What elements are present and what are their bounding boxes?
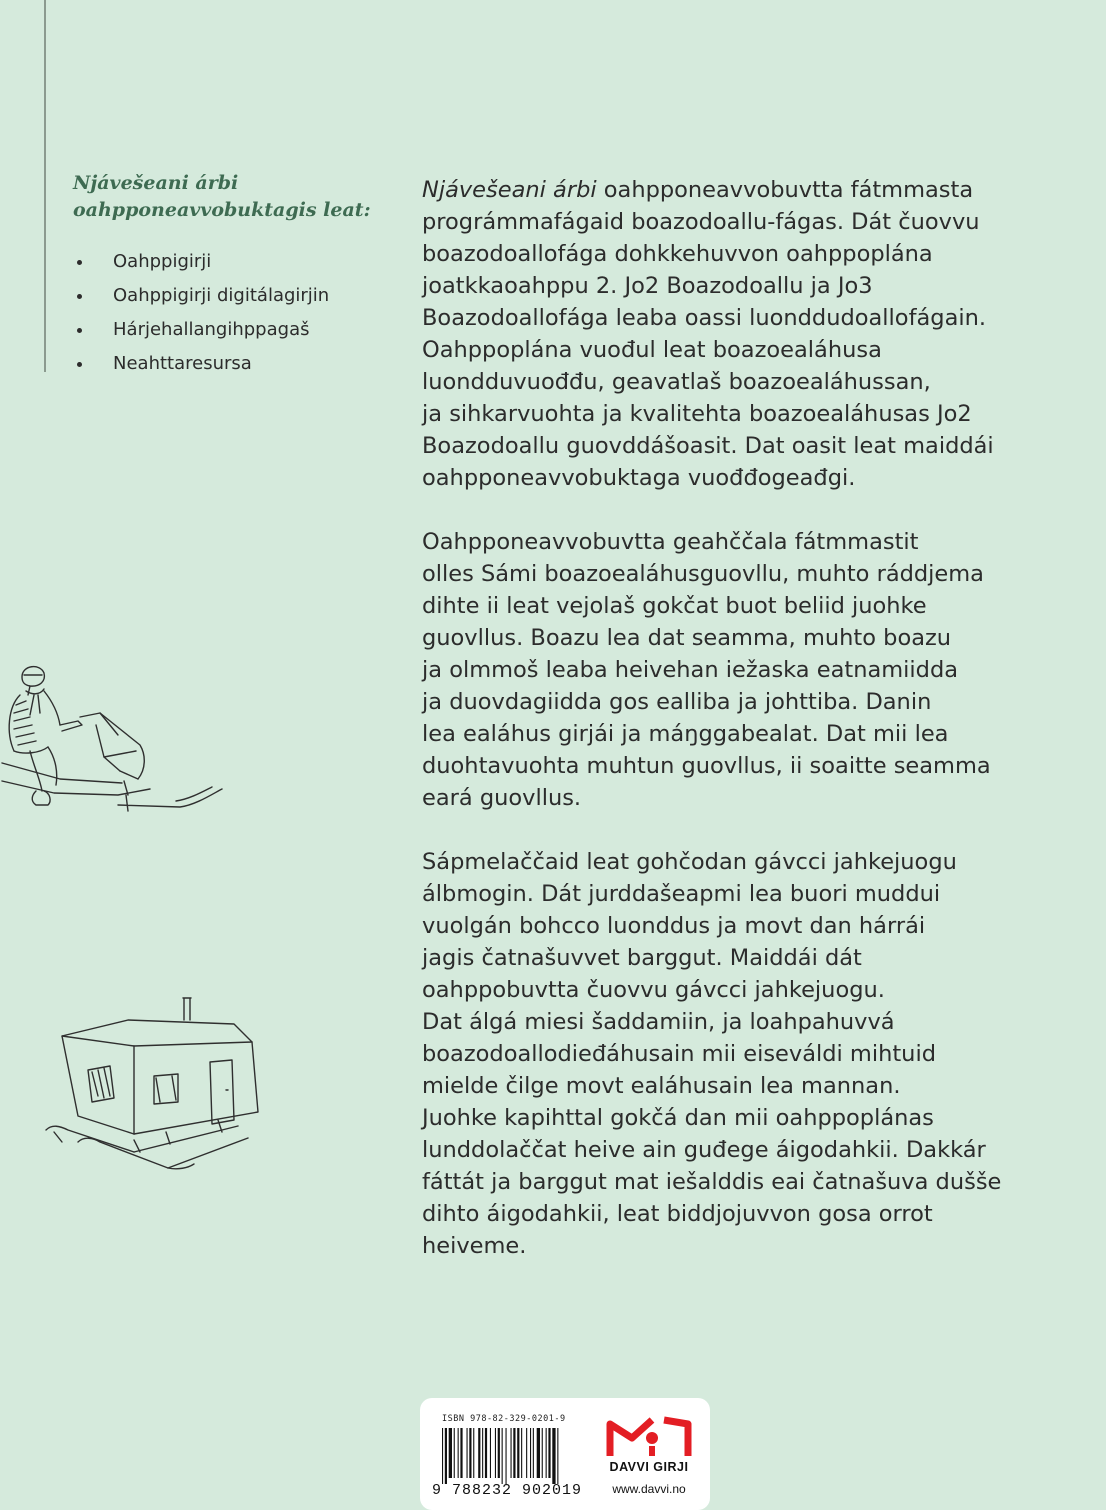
isbn-digits: 9 788232 902019 [432, 1482, 583, 1499]
text-line: olles Sámi boazoealáhusguovllu, muhto ráddjema [422, 561, 984, 587]
publisher-name: DAVVI GIRJI [609, 1460, 689, 1474]
barcode-bar [513, 1428, 515, 1478]
text-line: Juohke kapihttal gokčá dan mii oahppoplánas [422, 1105, 934, 1131]
isbn-label: ISBN 978-82-329-0201-9 [442, 1414, 566, 1424]
text-line: mielde čilge movt ealáhusain lea mannan. [422, 1073, 901, 1099]
barcode-bar [530, 1428, 531, 1478]
barcode-image [442, 1428, 592, 1484]
text-line: vuolgán bohcco luonddus ja movt dan hárrái [422, 913, 926, 939]
text-line: dihte ii leat vejolaš gokčat buot beliid juohke [422, 593, 927, 619]
barcode-bar [517, 1428, 519, 1478]
barcode-bar [490, 1428, 491, 1478]
text-line: heiveme. [422, 1233, 527, 1259]
text-line: fáttát ja barggut mat iešalddis eai čatnašuva dušše [422, 1169, 1002, 1195]
text-line: duohtavuohta muhtun guovllus, ii soaitte seamma [422, 753, 991, 779]
barcode-bar [552, 1428, 555, 1484]
paragraph [422, 526, 1062, 814]
barcode-bar [511, 1428, 512, 1478]
text-line: Oahpponeavvobuvtta geahččala fátmmastit [422, 529, 919, 555]
barcode-bar [460, 1428, 462, 1478]
davvi-girji-logo-icon [606, 1416, 692, 1458]
list-item: Hárjehallangihppagaš [73, 315, 329, 349]
text-line: oahpponeavvobuktaga vuođđogeađgi. [422, 465, 856, 491]
text-line: luondduvuođđu, geavatlaš boazoealáhussan, [422, 369, 931, 395]
barcode-bar [548, 1428, 550, 1478]
barcode-bar [557, 1428, 558, 1484]
barcode-box [420, 1398, 710, 1510]
title-italic: Njávešeani árbi [422, 177, 597, 203]
barcode-bar [533, 1428, 534, 1478]
sidebar-divider [44, 0, 46, 372]
text-line: oahppobuvtta čuovvu gávcci jahkejuogu. [422, 977, 885, 1003]
text-line: álbmogin. Dát jurddašeapmi lea buori muddui [422, 881, 941, 907]
barcode-bar [498, 1428, 500, 1478]
paragraph [422, 174, 1062, 494]
paragraph [422, 846, 1062, 1262]
text-line: Dat álgá miesi šaddamiin, ja loahpahuvvá [422, 1009, 895, 1035]
text-line: dihto áigodahkii, leat biddjojuvvon gosa orrot [422, 1201, 933, 1227]
barcode-bar [449, 1428, 452, 1478]
barcode-bar [473, 1428, 474, 1478]
barcode-bar [502, 1428, 503, 1484]
barcode-bar [467, 1428, 468, 1478]
text-line: lea ealáhus girjái ja máŋggabealat. Dat mii lea [422, 721, 949, 747]
barcode-bar [445, 1428, 447, 1484]
text-line: joatkkaoahppu 2. Jo2 Boazodoallu ja Jo3 [422, 273, 873, 299]
text-line: jagis čatnašuvvet barggut. Maiddái dát [422, 945, 862, 971]
text-line: guovllus. Boazu lea dat seamma, muhto boazu [422, 625, 952, 651]
text-fragment: oahpponeavvobuvtta fátmmasta [596, 177, 974, 203]
text-line: lunddolaččat heive ain guđege áigodahkii. Dakkár [422, 1137, 986, 1163]
barcode-bar [442, 1428, 443, 1484]
description-text [422, 174, 1062, 1294]
text-line: boazodoallodieđáhusain mii eiseváldi mihtuid [422, 1041, 936, 1067]
text-line: ja olmmoš leaba heivehan iežaska eatnamiidda [422, 657, 959, 683]
text-line [422, 174, 1062, 206]
text-line: ja sihkarvuohta ja kvalitehta boazoealáhusas Jo2 [422, 401, 972, 427]
snowmobile-rider-sketch [0, 655, 240, 815]
text-line: Boazodoallofága leaba oassi luonddudoallofágain. [422, 305, 987, 331]
included-materials-list [73, 247, 329, 383]
barcode-bar [469, 1428, 471, 1478]
sidebar-heading-line: Njávešeani árbi [73, 172, 239, 194]
text-line: Boazodoallu guovddášoasit. Dat oasit leat maiddái [422, 433, 994, 459]
cabin-on-sled-sketch [38, 992, 268, 1192]
text-line: boazodoallofága dohkkehuvvon oahppoplána [422, 241, 933, 267]
sidebar-heading [73, 170, 403, 224]
text-line: Sápmelaččaid leat gohčodan gávcci jahkejuogu [422, 849, 957, 875]
list-item: Oahppigirji [73, 247, 329, 281]
publisher-url: www.davvi.no [612, 1482, 686, 1496]
barcode-bar [495, 1428, 496, 1478]
barcode-bar [526, 1428, 527, 1478]
list-item: Oahppigirji digitálagirjin [73, 281, 329, 315]
barcode-bar [454, 1428, 455, 1478]
barcode-bar [506, 1428, 507, 1484]
barcode-bar [546, 1428, 547, 1478]
list-item: Neahttaresursa [73, 349, 329, 383]
text-line: prográmmafágaid boazodoallu-fágas. Dát čuovvu [422, 209, 980, 235]
text-line: ja duovdagiidda gos ealliba ja johttiba. Danin [422, 689, 932, 715]
text-line: Oahppoplána vuođul leat boazoealáhusa [422, 337, 882, 363]
barcode-bar [537, 1428, 540, 1478]
barcode-bar [485, 1428, 487, 1478]
text-line: eará guovllus. [422, 785, 582, 811]
barcode-bar [482, 1428, 483, 1478]
barcode-bar [542, 1428, 543, 1478]
barcode-bar [478, 1428, 480, 1478]
sidebar-heading-line: oahpponeavvobuktagis leat: [73, 199, 371, 221]
barcode-bar [458, 1428, 459, 1478]
barcode-bar [521, 1428, 522, 1478]
